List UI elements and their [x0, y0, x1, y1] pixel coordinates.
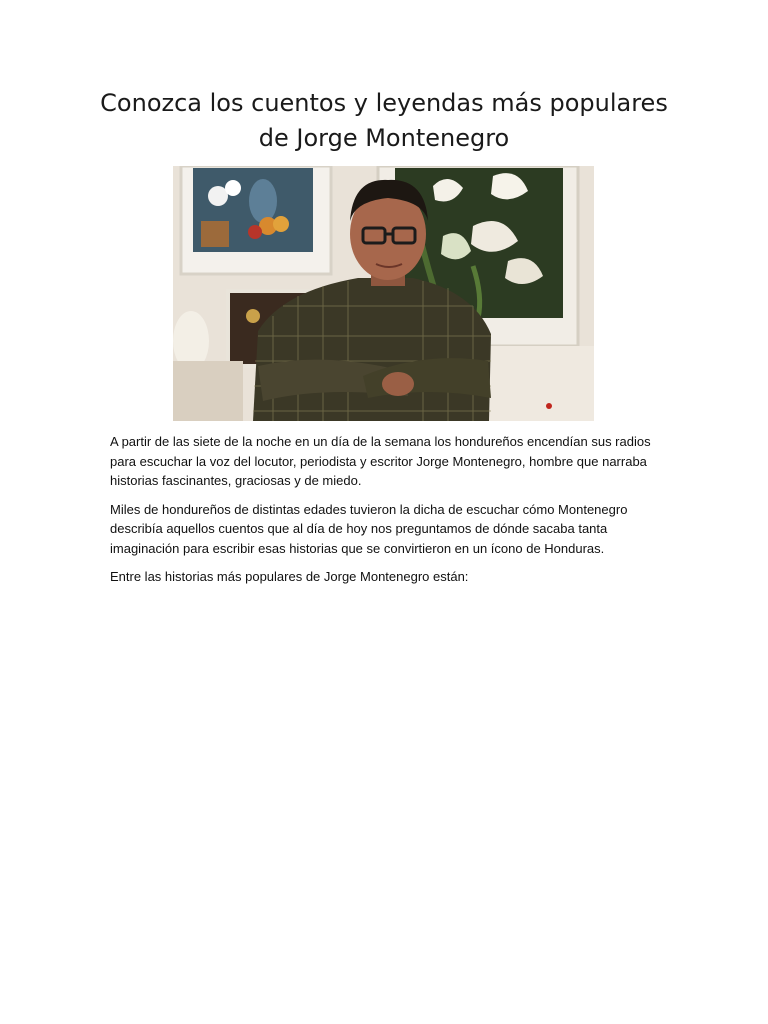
document-title	[90, 86, 678, 156]
title-line-1: Conozca los cuentos y leyendas más populares	[100, 89, 668, 117]
paragraph-2: Miles de hondureños de distintas edades tuvieron la dicha de escuchar cómo Montenegro describía aquellos cuentos que al día de hoy nos preguntamos de dónde sacaba tanta imaginación para escribir esas historias que se convirtieron en un ícono de Honduras.	[110, 501, 628, 556]
paragraph-3: Entre las historias más populares de Jorge Montenegro están:	[110, 569, 469, 584]
body-text	[110, 432, 662, 596]
paragraph-1: A partir de las siete de la noche en un día de la semana los hondureños encendían sus radios para escuchar la voz del locutor, periodista y escritor Jorge Montenegro, hombre que narraba historias fascinantes, graciosas y de miedo.	[110, 434, 651, 488]
portrait-photo	[173, 166, 594, 421]
title-line-2: de Jorge Montenegro	[258, 124, 510, 152]
